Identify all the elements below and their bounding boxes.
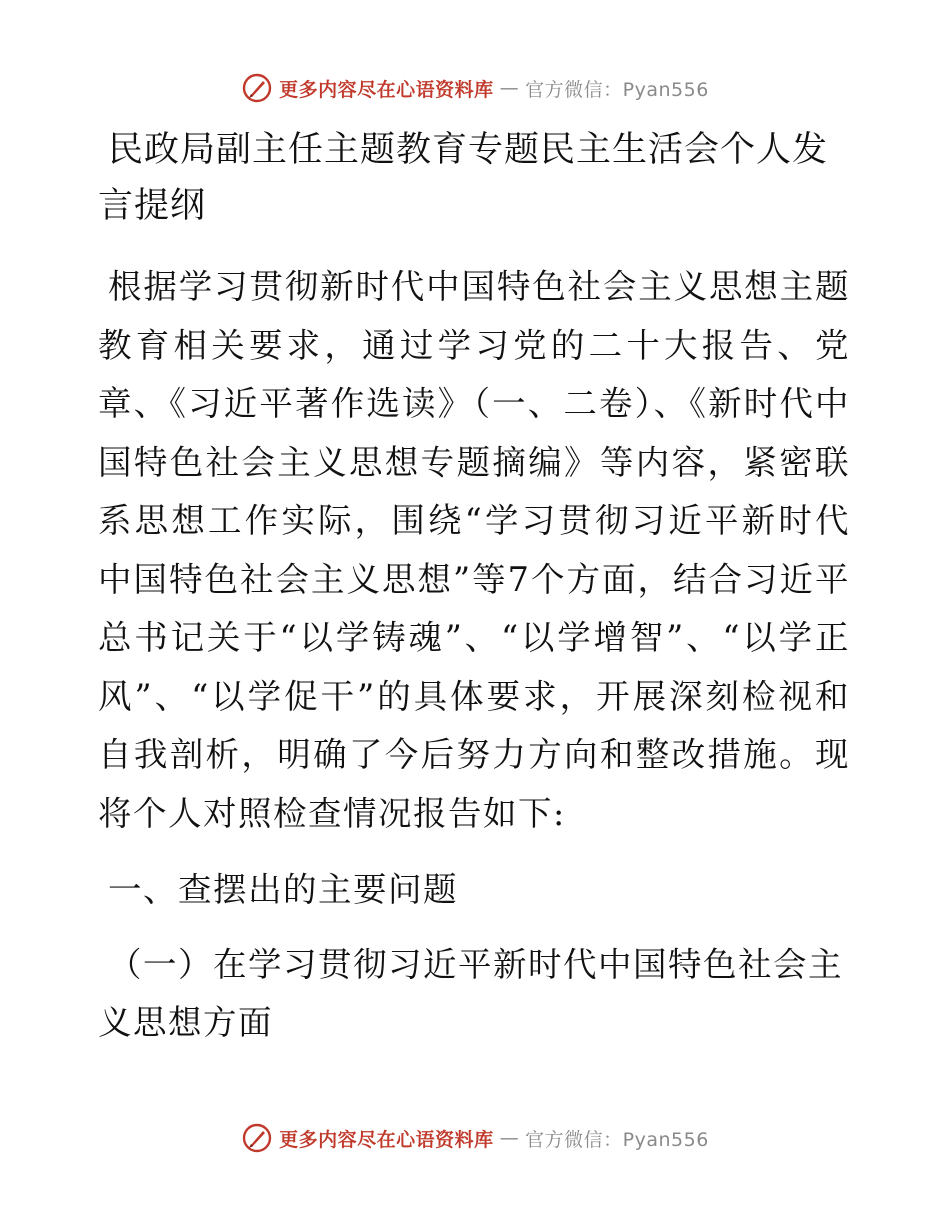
watermark-brand: 更多内容尽在心语资料库 [279, 78, 494, 101]
document-body [98, 122, 850, 1053]
header-watermark [0, 72, 950, 104]
watermark-contact: 官方微信：Pyan556 [525, 78, 709, 101]
watermark-dash: — [499, 1127, 520, 1149]
footer-watermark [0, 1122, 950, 1154]
watermark-brand: 更多内容尽在心语资料库 [279, 1128, 494, 1151]
quill-logo-icon [241, 72, 273, 104]
watermark-dash: — [499, 77, 520, 99]
intro-paragraph: 根据学习贯彻新时代中国特色社会主义思想主题教育相关要求，通过学习党的二十大报告、党章、《习近平著作选读》（一、二卷）、《新时代中国特色社会主义思想专题摘编》等内容，紧密联系思想工作实际，围绕“学习贯彻习近平新时代中国特色社会主义思想”等7个方面，结合习近平总书记关于“以学铸魂”、“以学增智”、“以学正风”、“以学促干”的具体要求，开展深刻检视和自我剖析，明确了今后努力方向和整改措施。现将个人对照检查情况报告如下: [98, 267, 850, 833]
quill-logo-icon [241, 1122, 273, 1154]
subsection-heading: （一）在学习贯彻习近平新时代中国特色社会主义思想方面 [98, 944, 843, 1042]
document-title: 民政局副主任主题教育专题民主生活会个人发言提纲 [98, 130, 829, 226]
watermark-contact: 官方微信：Pyan556 [525, 1128, 709, 1151]
section-heading: 一、查摆出的主要问题 [108, 870, 458, 909]
